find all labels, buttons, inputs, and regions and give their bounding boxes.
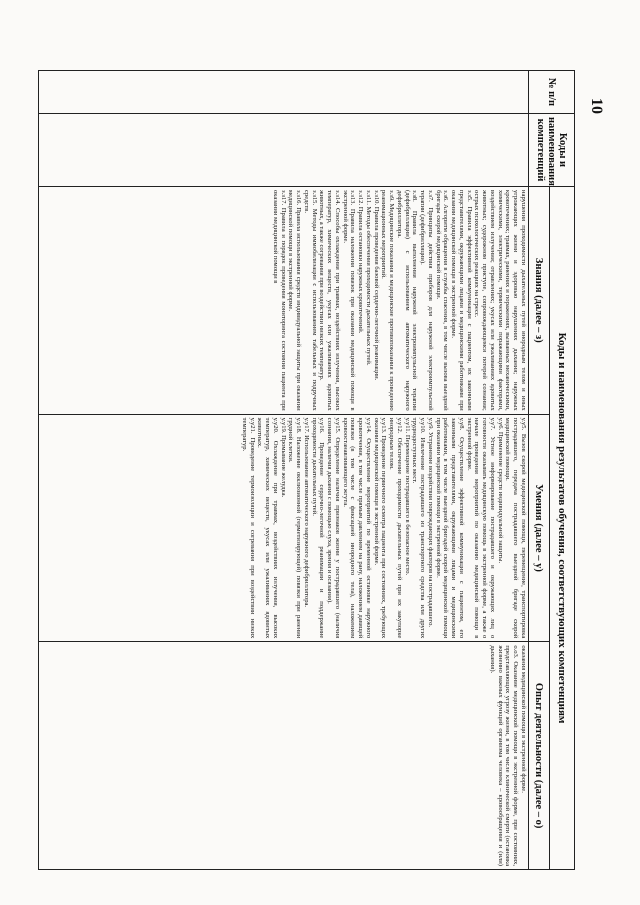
knowledge-item: з.з9. Медицинские показания и медицинские противопоказания к проведению реанимационных мероприятий. bbox=[380, 190, 396, 411]
skill-item: у.у10. Извлечение пострадавшего из транспортного средства или других труднодоступных мест. bbox=[411, 417, 427, 639]
experience-cell bbox=[39, 642, 529, 870]
skill-item: у.у15. Определение наличия признаков жизни у пострадавшего (наличия сознания, наличия дыхания с помощью слуха, зрения и осязания). bbox=[326, 417, 341, 639]
header-number: № п/п bbox=[529, 71, 575, 114]
knowledge-item: з.з5. Правила эффективной коммуникации с пациентом, их законными представителями, окружающими лицами и медицинскими работниками при оказании медицинской помощи в экстренной форме. bbox=[450, 190, 473, 411]
skill-item: у.у16. Проведение сердечно-легочной реанимации и поддержание проходимости дыхательных путей. bbox=[310, 417, 326, 639]
knowledge-cell bbox=[39, 187, 529, 415]
knowledge-item: з.з17. Правила и порядок проведения мониторинга состояния пациента при оказании медицинской помощи в bbox=[272, 190, 287, 411]
header-knowledge: Знания (далее – з) bbox=[529, 187, 550, 415]
skill-item: у.у19. Промывание желудка. bbox=[279, 417, 287, 498]
knowledge-item: з.з12. Правила остановки наружных кровотечений. bbox=[357, 190, 365, 334]
header-experience: Опыт деятельности (далее – о) bbox=[529, 642, 550, 870]
header-skills: Умения (далее – у) bbox=[529, 414, 550, 642]
page-number: 10 bbox=[588, 98, 605, 114]
skill-item: у.у17. Использование автоматического наружного дефибриллятора. bbox=[303, 417, 310, 608]
skill-item: у.у12. Обеспечение проходимости дыхательных путей при их закупорке инородным телом. bbox=[388, 417, 403, 639]
skill-item: у.у8. Осуществление эффективной коммуникации с пациентом, его законными представителями, окружающими лицами и медицинскими работниками, в том числе выездной бригадой скорой медицинской помощи при оказании медицинской помощи в экстренной форме. bbox=[434, 417, 465, 639]
skill-item: у.у7. Устное информирование пострадавшего и окружающих лиц о готовности оказывать медицинскую помощь в экстренной форме, а также о начале проведения мероприятий по оказанию медицинской помощи в экстренной форме. bbox=[465, 417, 496, 639]
skill-item: у.у13. Проведение первичного осмотра пациента при состояниях, требующих оказания медицинской помощи в экстренной форме. bbox=[372, 417, 388, 639]
header-learning-outcomes: Коды и наименования результатов обучения, соответствующих компетенциям bbox=[550, 187, 575, 870]
knowledge-item: з.з16. Правила использования средств индивидуальной защиты при оказании медицинской помощи в экстренной форме. bbox=[287, 190, 303, 411]
header-competency-codes: Коды и наименования компетенций bbox=[529, 114, 575, 187]
knowledge-item: з.з6. Алгоритм обращения в службы спасения, в том числе вызова выездной бригады скорой медицинской помощи. bbox=[434, 190, 450, 411]
skill-item: у.у21. Проведение термоизоляции и согревания при воздействии низких температур. bbox=[241, 417, 256, 639]
experience-item: о.о3. Оказание медицинской помощи в экстренной форме, при состояниях, представляющих угрозу жизни, в том числе клинической смерти (остановка жизненно важных функций организма человека – кровообращения и (или) дыхания). bbox=[489, 645, 520, 866]
knowledge-item: з.з7. Принципы действия приборов для наружной электроимпульсной терапии (дефибрилляции). bbox=[419, 190, 434, 411]
row-number-cell bbox=[39, 71, 529, 114]
skill-item: у.у5. Вызов скорой медицинской помощи, перемещение, транспортировка пострадавшего, передача пострадавшего выездной бригаде скорой медицинской помощи. bbox=[504, 417, 527, 639]
skill-item: у.у18. Наложение окклюзионной (герметизирующей) повязки при ранении грудной клетки. bbox=[287, 417, 303, 639]
knowledge-item: нарушения проходимости дыхательных путей инородным телом и иных угрожающих жизни и здоровью нарушениях дыхания; наружных кровотечениях; травмах, ранениях и поражениях, вызванных механическими, химическими, электрическими, термическими поражающими факторами, воздействием излучения; отравлениях; укусах или ужаливаниях ядовитых животных; судорожном приступе, сопровождающемся потерей сознания; острых психологических реакциях на стресс. bbox=[473, 190, 527, 411]
skill-item: у.у20. Охлаждение при травмах, воздействиях излучения, высоких температур, химических веществ, укусах или ужаливаниях ядовитых животных. bbox=[256, 417, 279, 639]
skill-item: у.у6. Применение средств индивидуальной защиты. bbox=[496, 417, 504, 564]
knowledge-item: з.з15. Методы иммобилизации с использованием табельных и подручных средств. bbox=[303, 190, 318, 411]
knowledge-item: з.з11. Методы обеспечения проходимости дыхательных путей. bbox=[365, 190, 372, 366]
skill-item: у.у14. Осуществление мероприятий по временной остановке наружного кровотечения, в том числе прямым давлением на рану, наложением давящей повязки (в том числе с фиксацией инородного тела), наложением кровоостанавливающего жгута. bbox=[341, 417, 372, 639]
knowledge-item: з.з10. Правила проведения базовой сердечно-легочной реанимации. bbox=[372, 190, 380, 381]
row-competency-cell bbox=[39, 114, 529, 187]
competencies-table bbox=[38, 70, 575, 870]
rotated-landscape-content bbox=[38, 70, 613, 870]
knowledge-item: з.з14. Способы охлаждения при травмах, воздействиях излучения, высоких температур, химических веществ, укусах или ужаливаниях ядовитых животных, а также согревания при воздействии низких температур. bbox=[318, 190, 341, 411]
skill-item: у.у11. Перемещение пострадавшего в безопасное место. bbox=[403, 417, 411, 576]
skills-cell bbox=[39, 414, 529, 642]
skill-item: у.у9. Устранение воздействия повреждающих факторов на пострадавшего. bbox=[427, 417, 434, 628]
knowledge-item: з.з13. Правила наложения повязок при оказании медицинской помощи в экстренной форме. bbox=[341, 190, 357, 411]
experience-item: оказания медицинской помощи в экстренной форме. bbox=[520, 645, 527, 793]
knowledge-item: з.з8. Правила выполнения наружной электроимпульсной терапии (дефибрилляции) с использованием автоматического наружного дефибриллятора. bbox=[396, 190, 419, 411]
